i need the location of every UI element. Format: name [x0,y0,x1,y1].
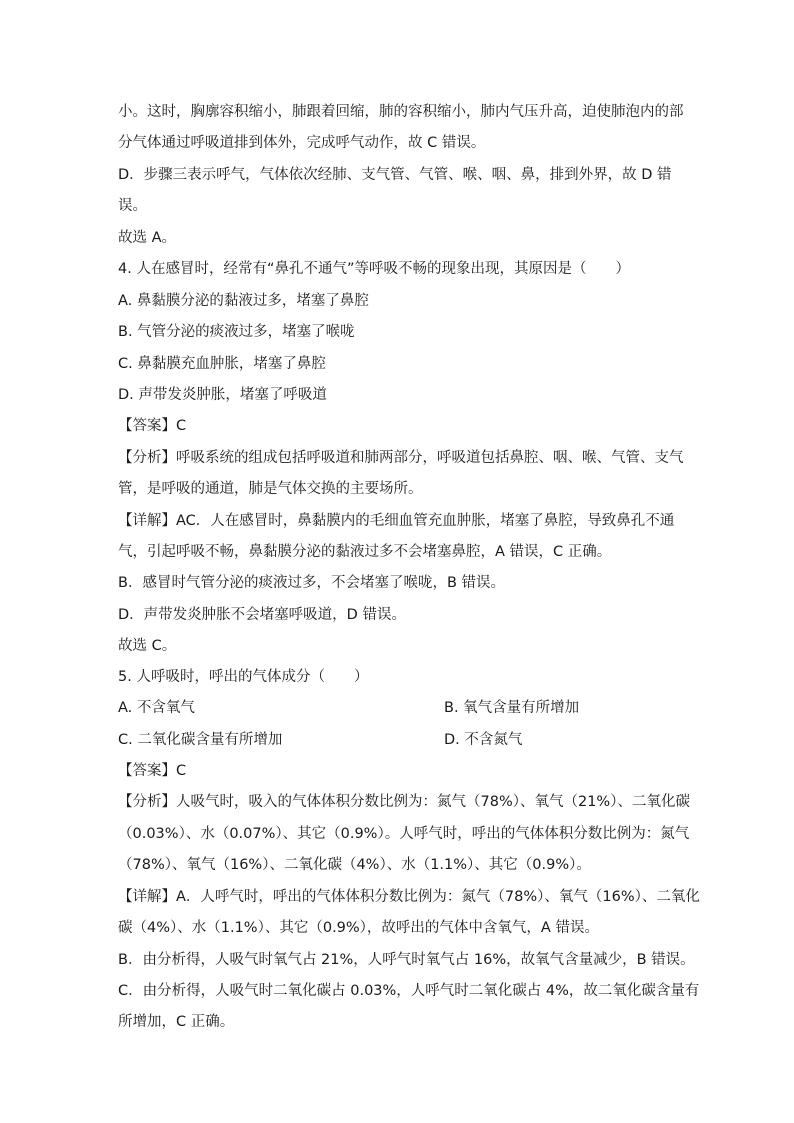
q4-option-d: D. 声带发炎肿胀，堵塞了呼吸道 [118,387,327,403]
q4-detail-line-4: D．声带发炎肿胀不会堵塞呼吸道，D 错误。 [118,607,406,623]
q5-detail-line-1: 【详解】A．人呼气时，呼出的气体体积分数比例为：氮气（78%）、氧气（16%）、二氧化 [118,889,700,905]
q5-detail-line-2: 碳（4%）、水（1.1%）、其它（0.9%），故呼出的气体中含氧气，A 错误。 [118,920,599,936]
q4-conclusion: 故选 C。 [118,638,177,654]
q4-stem: 4. 人在感冒时，经常有“鼻孔不通气”等呼吸不畅的现象出现，其原因是（ ） [118,261,630,277]
q4-analysis-line-2: 管，是呼吸的通道，肺是气体交换的主要场所。 [118,481,423,497]
q4-analysis-line-1: 【分析】呼吸系统的组成包括呼吸道和肺两部分，呼吸道包括鼻腔、咽、喉、气管、支气 [118,450,684,466]
q5-option-d: D. 不含氮气 [444,732,523,748]
option-d-explanation-line-1: D．步骤三表示呼气，气体依次经肺、支气管、气管、喉、咽、鼻，排到外界，故 D 错 [118,167,672,183]
previous-conclusion: 故选 A。 [118,230,177,246]
q5-option-c: C. 二氧化碳含量有所增加 [118,732,283,748]
q4-option-b: B. 气管分泌的痰液过多，堵塞了喉咙 [118,324,355,340]
q4-detail-line-1: 【详解】AC．人在感冒时，鼻黏膜内的毛细血管充血肿胀，堵塞了鼻腔，导致鼻孔不通 [118,513,675,529]
option-d-explanation-line-2: 误。 [118,198,147,214]
q5-detail-line-5: 所增加，C 正确。 [118,1014,235,1030]
q4-detail-line-2: 气，引起呼吸不畅，鼻黏膜分泌的黏液过多不会堵塞鼻腔，A 错误，C 正确。 [118,544,612,560]
continuation-line-1: 小。这时，胸廓容积缩小，肺跟着回缩，肺的容积缩小，肺内气压升高，迫使肺泡内的部 [118,104,684,120]
q5-answer: 【答案】C [118,763,187,779]
q4-option-c: C. 鼻黏膜充血肿胀，堵塞了鼻腔 [118,356,326,372]
q5-analysis-line-2: （0.03%）、水（0.07%）、其它（0.9%）。人呼气时，呼出的气体体积分数比例为：氮气 [118,826,690,842]
q5-option-a: A. 不含氧气 [118,700,195,716]
q4-detail-line-3: B．感冒时气管分泌的痰液过多，不会堵塞了喉咙，B 错误。 [118,575,506,591]
q5-analysis-line-3: （78%）、氧气（16%）、二氧化碳（4%）、水（1.1%）、其它（0.9%）。 [118,857,591,873]
q4-answer: 【答案】C [118,418,187,434]
q5-detail-line-3: B．由分析得，人吸气时氧气占 21%，人呼气时氧气占 16%，故氧气含量减少，B 错误。 [118,952,695,968]
q5-option-b: B. 氧气含量有所增加 [444,700,580,716]
q5-detail-line-4: C．由分析得，人吸气时二氧化碳占 0.03%，人呼气时二氧化碳占 4%，故二氧化碳含量有 [118,983,700,999]
q5-stem: 5. 人呼吸时，呼出的气体成分（ ） [118,669,369,685]
q5-analysis-line-1: 【分析】人吸气时，吸入的气体体积分数比例为：氮气（78%）、氧气（21%）、二氧化碳 [118,794,690,810]
q4-option-a: A. 鼻黏膜分泌的黏液过多，堵塞了鼻腔 [118,293,369,309]
continuation-line-2: 分气体通过呼吸道排到体外，完成呼气动作，故 C 错误。 [118,135,486,151]
